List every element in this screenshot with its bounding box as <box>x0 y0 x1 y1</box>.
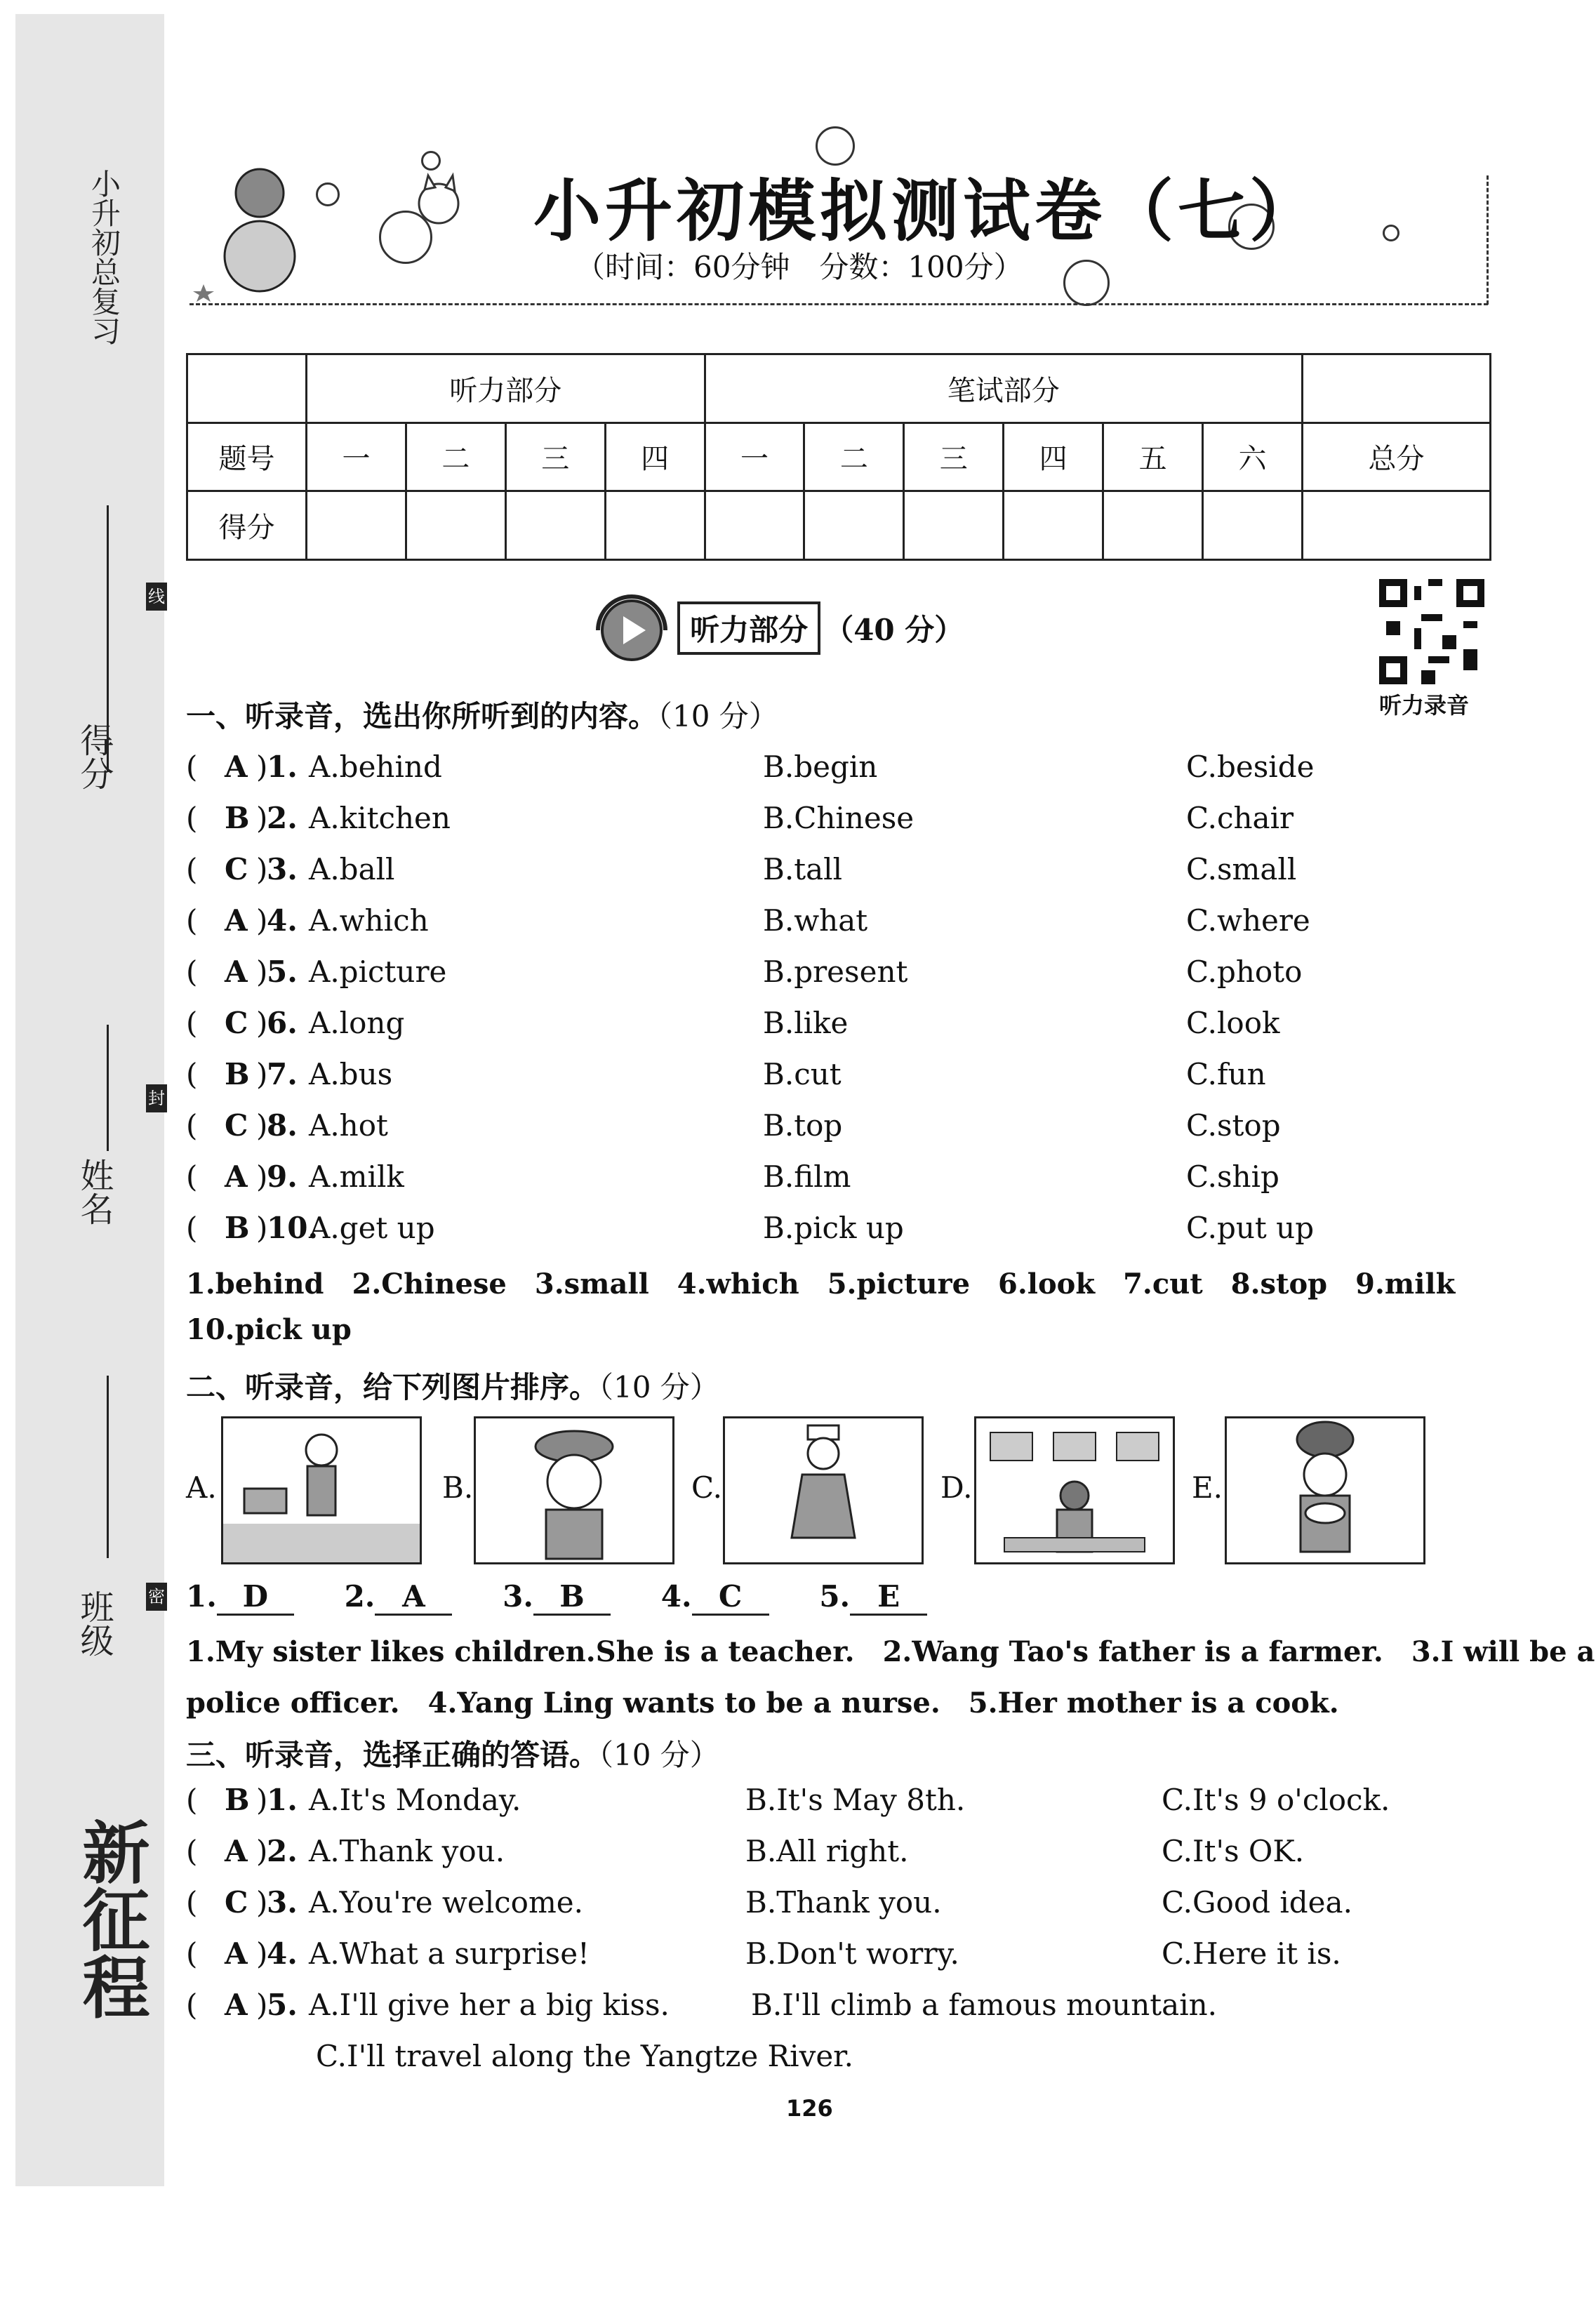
question-number: 7. <box>267 1057 298 1091</box>
page-subtitle: （时间：60分钟 分数：100分） <box>576 250 1023 284</box>
page-number: 126 <box>786 2095 833 2122</box>
answer-bracket-open: ( <box>186 1783 198 1817</box>
option-b: B.It's May 8th. <box>745 1783 966 1817</box>
seal-mark-seal: 封 <box>146 1084 167 1112</box>
option-b: B.top <box>763 1108 843 1143</box>
answer-choice[interactable]: C <box>225 1885 248 1920</box>
name-label: 姓名 <box>74 1158 114 1225</box>
name-line <box>107 1025 109 1151</box>
option-a: A.milk <box>309 1159 404 1194</box>
question-number: 6. <box>267 1006 298 1040</box>
bubble-decoration <box>316 182 340 206</box>
answer-choice[interactable]: B <box>225 1057 250 1091</box>
answer-choice[interactable]: C <box>225 852 248 886</box>
answer-bracket-open: ( <box>186 1057 198 1091</box>
answer-choice[interactable]: A <box>225 1834 248 1868</box>
score-cell[interactable] <box>804 491 904 560</box>
score-cell[interactable] <box>505 491 605 560</box>
seal-mark-secret: 密 <box>146 1583 167 1611</box>
option-b: B.present <box>763 955 908 989</box>
bubble-decoration <box>421 151 441 171</box>
score-cell[interactable] <box>406 491 505 560</box>
option-c: C.stop <box>1186 1108 1281 1143</box>
score-label: 得分 <box>74 723 114 790</box>
question-number: 5. <box>267 955 298 989</box>
col-number: 二 <box>804 423 904 491</box>
picture-letter: A. <box>186 1470 217 1505</box>
option-b: B.pick up <box>763 1211 904 1245</box>
answer-choice[interactable]: A <box>225 903 248 938</box>
picture-d <box>974 1416 1175 1564</box>
blank-number: 3. <box>503 1579 534 1614</box>
answer-bracket-close: ) <box>256 1783 268 1817</box>
header-divider-vertical <box>1487 175 1489 305</box>
option-c: C.fun <box>1186 1057 1266 1091</box>
blank-number: 1. <box>186 1579 217 1614</box>
question-row <box>186 750 1484 792</box>
option-b: B.cut <box>763 1057 842 1091</box>
question-row <box>186 1885 1484 1927</box>
score-cell[interactable] <box>1103 491 1203 560</box>
option-a: A.bus <box>309 1057 393 1091</box>
option-a: A.ball <box>309 852 395 886</box>
qr-code-icon[interactable] <box>1379 579 1484 684</box>
answer-bracket-open: ( <box>186 1988 198 2022</box>
picture-a <box>221 1416 422 1564</box>
option-c: C.It's 9 o'clock. <box>1162 1783 1390 1817</box>
option-a: A.long <box>309 1006 405 1040</box>
section3-points: （10 分） <box>599 1738 719 1772</box>
option-b: B.Chinese <box>763 801 915 835</box>
question-row <box>186 1057 1484 1099</box>
nurse-icon <box>725 1418 922 1562</box>
option-c: C.beside <box>1186 750 1315 784</box>
answer-bracket-open: ( <box>186 1211 198 1245</box>
blank-number: 2. <box>344 1579 375 1614</box>
option-b: B.tall <box>763 852 842 886</box>
option-a: A.kitchen <box>309 801 451 835</box>
option-c: C.I'll travel along the Yangtze River. <box>316 2039 853 2073</box>
col-number: 一 <box>705 423 804 491</box>
option-b: B.I'll climb a famous mountain. <box>751 1988 1218 2022</box>
col-total: 总分 <box>1302 423 1490 491</box>
section3-title-text: 三、听录音，选择正确的答语。 <box>186 1738 599 1772</box>
group-listening: 听力部分 <box>307 354 705 423</box>
answer-bracket-open: ( <box>186 1936 198 1971</box>
option-a: A.picture <box>309 955 447 989</box>
answer-choice[interactable]: C <box>225 1108 248 1143</box>
section2-title <box>186 1364 719 1406</box>
picture-letter: E. <box>1192 1470 1223 1505</box>
score-cell[interactable] <box>1302 491 1490 560</box>
question-row <box>186 1988 1484 2030</box>
option-b: B.what <box>763 903 868 938</box>
question-row <box>186 1834 1484 1876</box>
option-b: B.All right. <box>745 1834 909 1868</box>
option-a: A.You're welcome. <box>309 1885 584 1920</box>
section2-key-line1: 1.My sister likes children.She is a teacher. 2.Wang Tao's father is a farmer. 3.I will be a <box>186 1635 1595 1668</box>
col-number: 四 <box>605 423 705 491</box>
option-b: B.film <box>763 1159 851 1194</box>
option-c: C.chair <box>1186 801 1294 835</box>
picture-b <box>474 1416 674 1564</box>
answer-bracket-close: ) <box>256 801 268 835</box>
answer-bracket-open: ( <box>186 1108 198 1143</box>
score-table <box>186 353 1491 561</box>
answer-blank[interactable]: C <box>692 1579 769 1616</box>
question-row <box>186 1159 1484 1202</box>
answer-choice[interactable]: A <box>225 1988 248 2022</box>
class-label: 班级 <box>74 1590 114 1657</box>
answer-choice[interactable]: B <box>225 801 250 835</box>
score-cell[interactable] <box>1004 491 1103 560</box>
score-cell[interactable] <box>307 491 406 560</box>
option-b: B.Thank you. <box>745 1885 942 1920</box>
col-number: 六 <box>1203 423 1303 491</box>
picture-letter: C. <box>691 1470 722 1505</box>
brand-logo: 新征程 <box>72 1818 151 2020</box>
col-number: 二 <box>406 423 505 491</box>
group-written: 笔试部分 <box>705 354 1302 423</box>
answer-bracket-close: ) <box>256 1159 268 1194</box>
question-row <box>186 1006 1484 1048</box>
answer-choice[interactable]: A <box>225 750 248 784</box>
option-a: A.get up <box>309 1211 435 1245</box>
answer-bracket-open: ( <box>186 750 198 784</box>
answer-bracket-open: ( <box>186 1159 198 1194</box>
listening-points: （40 分） <box>824 613 964 647</box>
answer-bracket-open: ( <box>186 903 198 938</box>
bubble-decoration <box>1063 260 1110 306</box>
bubble-decoration <box>379 211 432 264</box>
option-c: C.Here it is. <box>1162 1936 1341 1971</box>
question-number: 9. <box>267 1159 298 1194</box>
answer-bracket-open: ( <box>186 955 198 989</box>
answer-blank[interactable]: B <box>533 1579 611 1616</box>
qr-label: 听力录音 <box>1379 692 1470 719</box>
header-divider <box>189 303 1488 305</box>
col-number: 四 <box>1004 423 1103 491</box>
option-c: C.ship <box>1186 1159 1279 1194</box>
question-row <box>186 1108 1484 1150</box>
option-c: C.It's OK. <box>1162 1834 1305 1868</box>
answer-bracket-close: ) <box>256 1834 268 1868</box>
section2-answers <box>186 1579 927 1616</box>
answer-bracket-close: ) <box>256 1211 268 1245</box>
answer-choice[interactable]: A <box>225 955 248 989</box>
answer-choice[interactable]: B <box>225 1211 250 1245</box>
answer-bracket-open: ( <box>186 852 198 886</box>
answer-blank[interactable]: D <box>217 1579 294 1616</box>
picture-letter: B. <box>442 1470 474 1505</box>
answer-bracket-close: ) <box>256 852 268 886</box>
seal-mark-line: 线 <box>146 583 167 611</box>
question-row-continued <box>186 2039 1484 2081</box>
question-row <box>186 801 1484 843</box>
score-cell[interactable] <box>904 491 1004 560</box>
answer-bracket-close: ) <box>256 1057 268 1091</box>
section1-key-line2: 10.pick up <box>186 1313 352 1346</box>
option-a: A.hot <box>309 1108 388 1143</box>
option-b: B.Don't worry. <box>745 1936 959 1971</box>
teacher-icon <box>976 1418 1173 1562</box>
headphones-icon <box>590 590 674 667</box>
col-number: 五 <box>1103 423 1203 491</box>
answer-bracket-open: ( <box>186 1006 198 1040</box>
listening-heading <box>590 590 964 667</box>
answer-choice[interactable]: A <box>225 1159 248 1194</box>
picture-c <box>723 1416 924 1564</box>
picture-e <box>1225 1416 1425 1564</box>
score-cell[interactable] <box>605 491 705 560</box>
answer-bracket-close: ) <box>256 1006 268 1040</box>
question-number: 3. <box>267 1885 298 1920</box>
answer-choice[interactable]: B <box>225 1783 250 1817</box>
col-number: 三 <box>904 423 1004 491</box>
col-number: 一 <box>307 423 406 491</box>
blank-number: 5. <box>819 1579 851 1614</box>
row-label-number: 题号 <box>187 423 307 491</box>
question-number: 8. <box>267 1108 298 1143</box>
section1-title-text: 一、听录音，选出你所听到的内容。 <box>186 699 658 733</box>
answer-bracket-close: ) <box>256 903 268 938</box>
question-number: 5. <box>267 1988 298 2022</box>
class-line <box>107 1376 109 1558</box>
col-number: 三 <box>505 423 605 491</box>
question-row <box>186 1783 1484 1825</box>
question-row <box>186 955 1484 997</box>
listening-title: 听力部分 <box>677 601 820 655</box>
farmer-icon <box>223 1418 420 1562</box>
girl-illustration-icon <box>189 151 330 305</box>
question-number: 1. <box>267 1783 298 1817</box>
section1-key-line1: 1.behind 2.Chinese 3.small 4.which 5.picture 6.look 7.cut 8.stop 9.milk <box>186 1268 1456 1301</box>
picture-letter: D. <box>940 1470 973 1505</box>
option-a: A.Thank you. <box>309 1834 505 1868</box>
question-number: 2. <box>267 1834 298 1868</box>
question-row <box>186 1936 1484 1978</box>
question-row <box>186 852 1484 894</box>
answer-choice[interactable]: A <box>225 1936 248 1971</box>
question-row <box>186 903 1484 945</box>
option-a: A.which <box>309 903 429 938</box>
section3-title <box>186 1732 719 1774</box>
answer-bracket-close: ) <box>256 955 268 989</box>
question-number: 2. <box>267 801 298 835</box>
answer-bracket-open: ( <box>186 1834 198 1868</box>
question-number: 3. <box>267 852 298 886</box>
cook-icon <box>1227 1418 1423 1562</box>
blank-number: 4. <box>660 1579 692 1614</box>
score-cell[interactable] <box>705 491 804 560</box>
option-a: A.behind <box>309 750 442 784</box>
option-b: B.begin <box>763 750 878 784</box>
option-a: A.I'll give her a big kiss. <box>309 1988 670 2022</box>
option-c: C.photo <box>1186 955 1303 989</box>
answer-bracket-close: ) <box>256 1108 268 1143</box>
answer-bracket-open: ( <box>186 801 198 835</box>
answer-bracket-close: ) <box>256 750 268 784</box>
question-number: 1. <box>267 750 298 784</box>
answer-bracket-close: ) <box>256 1988 268 2022</box>
answer-choice[interactable]: C <box>225 1006 248 1040</box>
option-c: C.put up <box>1186 1211 1315 1245</box>
option-a: A.What a surprise! <box>309 1936 590 1971</box>
score-cell[interactable] <box>1203 491 1303 560</box>
question-number: 4. <box>267 903 298 938</box>
question-number: 4. <box>267 1936 298 1971</box>
option-c: C.look <box>1186 1006 1280 1040</box>
question-row <box>186 1211 1484 1253</box>
series-label: 小升初总复习 <box>87 168 121 345</box>
answer-bracket-open: ( <box>186 1885 198 1920</box>
answer-blank[interactable]: E <box>850 1579 927 1616</box>
option-c: C.where <box>1186 903 1310 938</box>
answer-bracket-close: ) <box>256 1936 268 1971</box>
answer-bracket-close: ) <box>256 1885 268 1920</box>
option-a: A.It's Monday. <box>309 1783 521 1817</box>
section2-key-line2: police officer. 4.Yang Ling wants to be a nurse. 5.Her mother is a cook. <box>186 1687 1339 1720</box>
police-officer-icon <box>476 1418 672 1562</box>
section2-points: （10 分） <box>599 1370 719 1404</box>
section2-title-text: 二、听录音，给下列图片排序。 <box>186 1370 599 1404</box>
section1-points: （10 分） <box>658 699 778 733</box>
option-b: B.like <box>763 1006 849 1040</box>
option-c: C.small <box>1186 852 1297 886</box>
row-label-score: 得分 <box>187 491 307 560</box>
section1-title <box>186 693 778 736</box>
answer-blank[interactable]: A <box>375 1579 452 1616</box>
bubble-decoration <box>1383 225 1399 241</box>
option-c: C.Good idea. <box>1162 1885 1352 1920</box>
page-title: 小升初模拟测试卷（七） <box>533 172 1321 251</box>
question-number: 10. <box>267 1211 319 1245</box>
